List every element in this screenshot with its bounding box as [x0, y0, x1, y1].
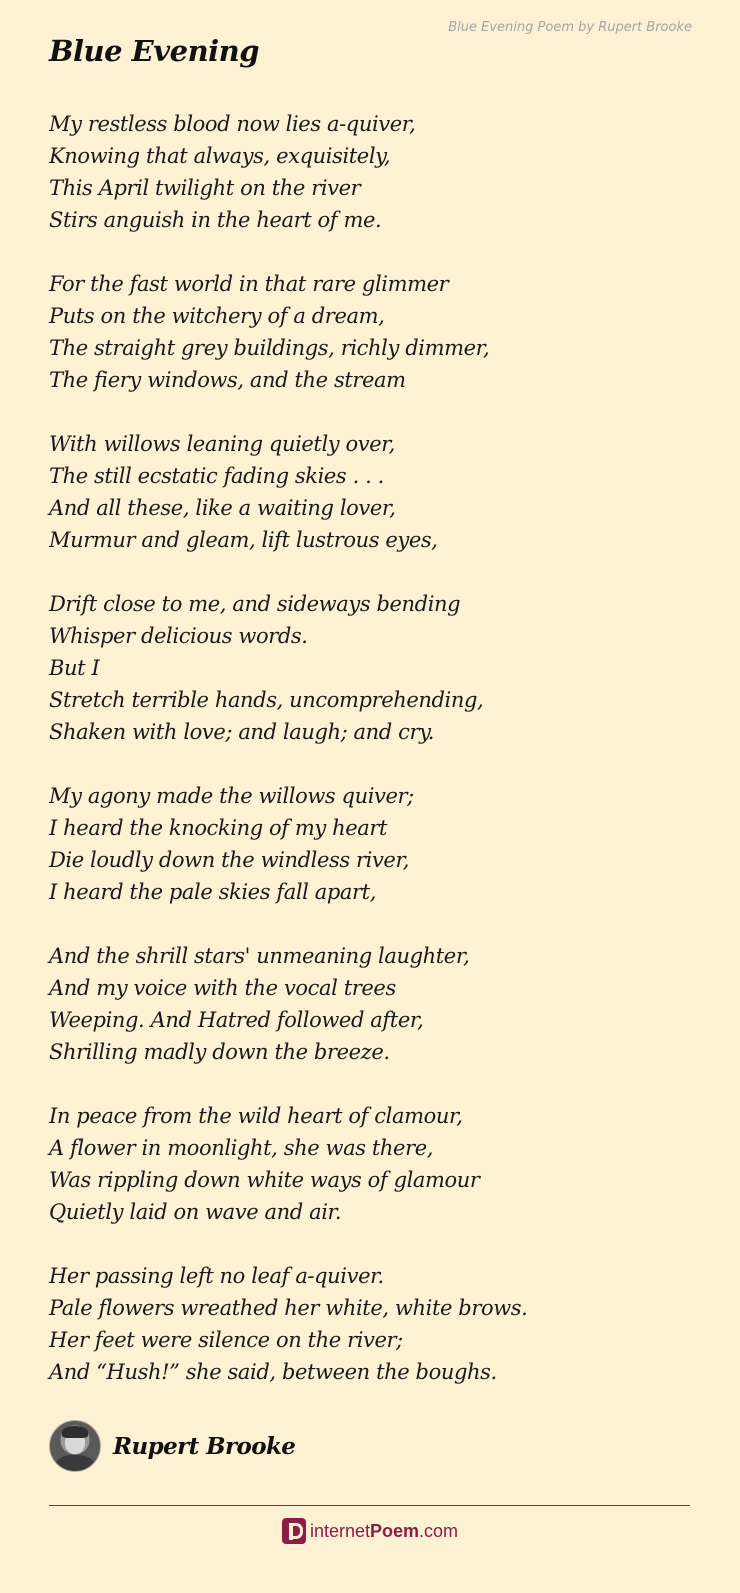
poem-line: Stretch terrible hands, uncomprehending, — [49, 688, 484, 712]
poem-line: Shaken with love; and laugh; and cry. — [49, 720, 435, 744]
poem-line: In peace from the wild heart of clamour, — [49, 1104, 463, 1128]
portrait-shoulders — [56, 1455, 94, 1472]
stanza-6 — [49, 940, 689, 1068]
poem-line: My restless blood now lies a-quiver, — [49, 112, 416, 136]
poem-line: Murmur and gleam, lift lustrous eyes, — [49, 528, 438, 552]
poem-line: And all these, like a waiting lover, — [49, 496, 396, 520]
poem-line: Her feet were silence on the river; — [49, 1328, 403, 1352]
footer-divider — [49, 1505, 690, 1506]
poem-line: With willows leaning quietly over, — [49, 432, 395, 456]
poem-line: Whisper delicious words. — [49, 624, 308, 648]
poem-line: Knowing that always, exquisitely, — [49, 144, 391, 168]
poem-line: Pale flowers wreathed her white, white brows. — [49, 1296, 528, 1320]
poem-line: The straight grey buildings, richly dimmer, — [49, 336, 490, 360]
poem-line: A flower in moonlight, she was there, — [49, 1136, 434, 1160]
poem-line: Die loudly down the windless river, — [49, 848, 410, 872]
poem-line: Stirs anguish in the heart of me. — [49, 208, 382, 232]
page-caption: Blue Evening Poem by Rupert Brooke — [448, 20, 692, 35]
poem-line: Puts on the witchery of a dream, — [49, 304, 385, 328]
poem-line: Quietly laid on wave and air. — [49, 1200, 342, 1224]
stanza-2 — [49, 268, 689, 396]
stanza-1 — [49, 108, 689, 236]
stanza-4 — [49, 588, 689, 748]
portrait-hair — [62, 1426, 88, 1438]
poem-line: But I — [49, 656, 100, 680]
poem-line: Drift close to me, and sideways bending — [49, 592, 461, 616]
poem-line: I heard the knocking of my heart — [49, 816, 388, 840]
poem-line: And my voice with the vocal trees — [49, 976, 396, 1000]
brand-strong: Poem — [370, 1520, 420, 1541]
author-block[interactable] — [49, 1420, 295, 1472]
poem-line: Weeping. And Hatred followed after, — [49, 1008, 424, 1032]
poem-body — [49, 108, 689, 1420]
poem-line: And the shrill stars' unmeaning laughter, — [49, 944, 470, 968]
stanza-8 — [49, 1260, 689, 1388]
poem-title: Blue Evening — [49, 34, 260, 68]
poem-line: Her passing left no leaf a-quiver. — [49, 1264, 384, 1288]
poem-line: My agony made the willows quiver; — [49, 784, 414, 808]
poem-line: The still ecstatic fading skies . . . — [49, 464, 384, 488]
stanza-7 — [49, 1100, 689, 1228]
ip-logo-icon — [282, 1518, 306, 1544]
author-name[interactable]: Rupert Brooke — [113, 1432, 296, 1460]
footer-brand-link[interactable] — [0, 1518, 740, 1544]
poem-line: And “Hush!” she said, between the boughs. — [49, 1360, 497, 1384]
stanza-5 — [49, 780, 689, 908]
poem-line: Was rippling down white ways of glamour — [49, 1168, 480, 1192]
poem-line: For the fast world in that rare glimmer — [49, 272, 449, 296]
brand-wordmark — [310, 1521, 458, 1542]
poem-line: Shrilling madly down the breeze. — [49, 1040, 390, 1064]
poem-line: The fiery windows, and the stream — [49, 368, 406, 392]
brand-suffix: .com — [419, 1520, 459, 1541]
brand-prefix: internet — [309, 1520, 370, 1541]
author-portrait[interactable] — [49, 1420, 101, 1472]
poem-line: This April twilight on the river — [49, 176, 361, 200]
stanza-3 — [49, 428, 689, 556]
poem-line: I heard the pale skies fall apart, — [49, 880, 376, 904]
